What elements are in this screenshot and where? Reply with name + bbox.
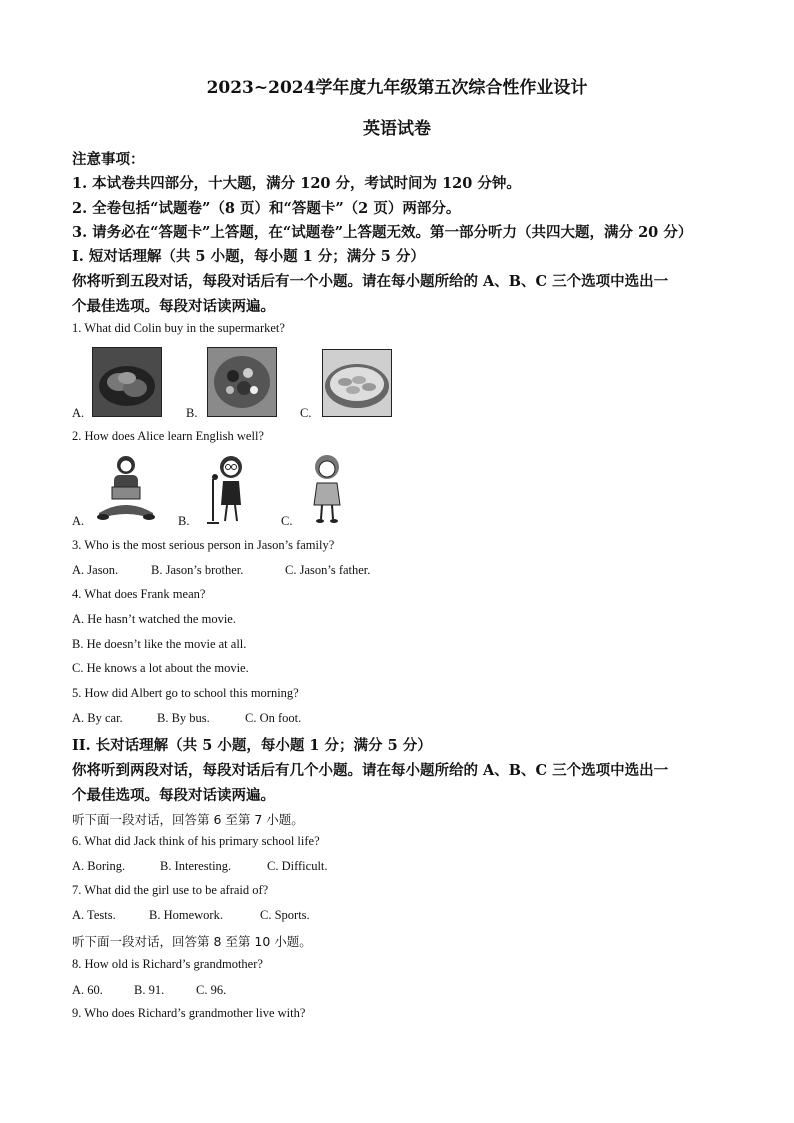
q5-option-b: B. By bus. (157, 711, 210, 725)
section1-instruction-line1: 你将听到五段对话，每段对话后有一个小题。请在每小题所给的 A、B、C 三个选项中选出一 (72, 273, 669, 290)
question-9: 9. Who does Richard’s grandmother live with? (72, 1006, 306, 1020)
note-item-2: 2. 全卷包括“试题卷”（8 页）和“答题卡”（2 页）两部分。 (72, 200, 461, 217)
q8-option-b: B. 91. (134, 983, 165, 997)
q5-option-a: A. By car. (72, 711, 123, 725)
q2-option-a-label: A. (72, 514, 85, 528)
section2-instruction-line2: 个最佳选项。每段对话读两遍。 (72, 787, 275, 804)
section2-instruction-line1: 你将听到两段对话，每段对话后有几个小题。请在每小题所给的 A、B、C 三个选项中选出一 (72, 762, 669, 779)
question-3: 3. Who is the most serious person in Jason’s family? (72, 538, 335, 552)
q8-option-a: A. 60. (72, 983, 103, 997)
q2-option-c-image (304, 453, 350, 525)
q6-options (72, 859, 328, 874)
q2-option-c-label: C. (281, 514, 293, 528)
q3-option-a: A. Jason. (72, 563, 119, 577)
q6-option-b: B. Interesting. (160, 859, 232, 873)
q7-option-b: B. Homework. (149, 908, 223, 922)
q4-option-b: B. He doesn’t like the movie at all. (72, 637, 247, 651)
note-item-3: 3. 请务必在“答题卡”上答题，在“试题卷”上答题无效。第一部分听力（共四大题，满分 20 分） (72, 224, 693, 241)
note-item-1: 1. 本试卷共四部分，十大题，满分 120 分，考试时间为 120 分钟。 (72, 175, 521, 192)
girl-reading-icon (95, 453, 157, 525)
q6-option-c: C. Difficult. (267, 859, 328, 873)
question-5: 5. How did Albert go to school this morning? (72, 686, 299, 700)
q7-option-a: A. Tests. (72, 908, 116, 922)
girl-standing-icon (304, 453, 350, 525)
q3-option-c: C. Jason’s father. (285, 563, 371, 577)
q1-option-c-image (322, 349, 392, 417)
q1-option-a-label: A. (72, 406, 85, 420)
section2-sub-instruction-1: 听下面一段对话，回答第 6 至第 7 小题。 (72, 812, 304, 827)
q2-option-a-image (95, 453, 157, 525)
exam-subtitle: 英语试卷 (363, 119, 431, 139)
question-4: 4. What does Frank mean? (72, 587, 206, 601)
q1-option-b-image (207, 347, 277, 417)
section1-heading: I. 短对话理解（共 5 小题，每小题 1 分；满分 5 分） (72, 248, 425, 265)
notes-heading: 注意事项： (72, 151, 145, 168)
food-photo-icon (93, 348, 161, 416)
q4-option-c: C. He knows a lot about the movie. (72, 661, 249, 675)
section1-instruction-line2: 个最佳选项。每段对话读两遍。 (72, 298, 275, 315)
q5-option-c: C. On foot. (245, 711, 302, 725)
q3-option-b: B. Jason’s brother. (151, 563, 244, 577)
q8-option-c: C. 96. (196, 983, 227, 997)
q6-option-a: A. Boring. (72, 859, 126, 873)
dumplings-photo-icon (323, 350, 391, 416)
q3-options (72, 563, 370, 578)
question-7: 7. What did the girl use to be afraid of? (72, 883, 269, 897)
q5-options (72, 711, 301, 726)
question-2: 2. How does Alice learn English well? (72, 429, 264, 443)
q8-options (72, 983, 226, 998)
q1-option-b-label: B. (186, 406, 198, 420)
question-1: 1. What did Colin buy in the supermarket? (72, 321, 285, 335)
q2-option-b-label: B. (178, 514, 190, 528)
girl-singing-icon (203, 453, 251, 525)
q7-option-c: C. Sports. (260, 908, 310, 922)
q2-option-b-image (203, 453, 251, 525)
q1-option-a-image (92, 347, 162, 417)
section2-heading: II. 长对话理解（共 5 小题，每小题 1 分；满分 5 分） (72, 737, 432, 754)
q7-options (72, 908, 310, 923)
q4-option-a: A. He hasn’t watched the movie. (72, 612, 236, 626)
q1-option-c-label: C. (300, 406, 312, 420)
question-8: 8. How old is Richard’s grandmother? (72, 957, 263, 971)
section2-sub-instruction-2: 听下面一段对话，回答第 8 至第 10 小题。 (72, 934, 312, 949)
question-6: 6. What did Jack think of his primary school life? (72, 834, 320, 848)
salad-photo-icon (208, 348, 276, 416)
exam-title: 2023~2024学年度九年级第五次综合性作业设计 (206, 78, 588, 98)
